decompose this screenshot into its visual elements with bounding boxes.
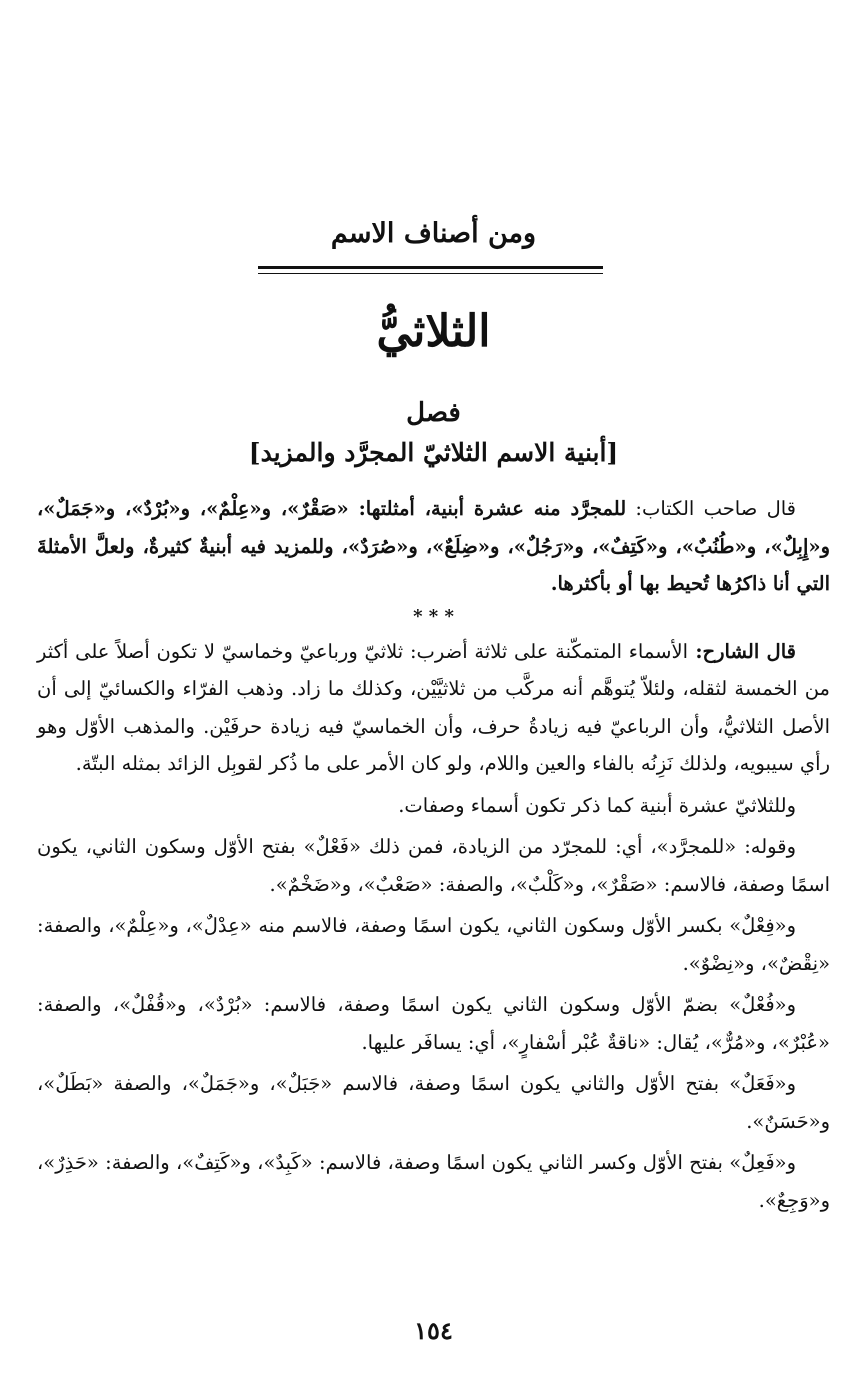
sharh-paragraph bbox=[37, 787, 830, 825]
sharh-text: الأسماء المتمكّنة على ثلاثة أضرب: ثلاثيّ ورباعيّ وخماسيّ لا تكون أصلاً على أكثر من الخمسة لثقله، ولئلاّ يُتوهَّم أنه مركَّب من ثلاثيَّيْن، وكذلك ما زاد. وذهب الفرّاء والكسائيّ إلى أن الأصل الثلاثيُّ، وأن الرباعيّ فيه زيادةُ حرف، وأن الخماسيّ فيه زيادة حرفَيْن. والمذهب الأوّل وهو رأي سيبويه، ولذلك نَزِنُه بالفاء والعين واللام، ولو كان الأمر على ما ذُكر لقوبِل الزائد بمثله البتّة. bbox=[37, 639, 830, 775]
title-rule-thick bbox=[258, 266, 603, 269]
page-number: ١٥٤ bbox=[414, 1316, 453, 1345]
matn-paragraph bbox=[37, 490, 830, 603]
matn-bold-text: للمجرَّد منه عشرة أبنية، أمثلتها: «صَقْرٌ»، و«عِلْمٌ»، و«بُرْدٌ»، و«جَمَلٌ»، و«إِبِلٌ»، و«طُنُبٌ»، و«كَتِفٌ»، و«رَجُلٌ»، و«ضِلَعٌ»، و«صُرَدٌ»، وللمزيد فيه أبنيةٌ كثيرةٌ، ولعلَّ الأمثلةَ التي أنا ذاكرُها تُحيط بها أو بأكثرها. bbox=[37, 497, 830, 595]
sharh-text: وقوله: «للمجرَّد»، أي: للمجرّد من الزيادة، فمن ذلك «فَعْلٌ» بفتح الأوّل وسكون الثاني، يكون اسمًا وصفة، فالاسم: «صَقْرٌ»، و«كَلْبٌ»، والصفة: «صَعْبٌ»، و«ضَخْمٌ». bbox=[37, 835, 830, 896]
sharh-text: و«فِعْلٌ» بكسر الأوّل وسكون الثاني، يكون اسمًا وصفة، فالاسم منه «عِدْلٌ»، و«عِلْمٌ»، والصفة: «نِقْضٌ»، و«نِضْوٌ». bbox=[37, 914, 830, 975]
chapter-label: فصل bbox=[406, 398, 461, 428]
matn-intro: قال صاحب الكتاب: bbox=[626, 497, 796, 520]
sharh-paragraph bbox=[37, 1144, 830, 1219]
sharh-text: وللثلاثيّ عشرة أبنية كما ذكر تكون أسماء وصفات. bbox=[398, 793, 796, 817]
section-separator: * * * bbox=[413, 605, 454, 627]
sharh-paragraph bbox=[37, 828, 830, 903]
sharh-lead: قال الشارح: bbox=[688, 639, 796, 663]
body-text bbox=[37, 490, 830, 1219]
sharh-text: و«فُعْلٌ» بضمّ الأوّل وسكون الثاني يكون اسمًا وصفة، فالاسم: «بُرْدٌ»، و«قُفْلٌ»، والصفة: «عُبْرٌ»، و«مُرٌّ»، يُقال: «ناقةٌ عُبْر أسْفارٍ»، أي: يسافَر عليها. bbox=[37, 993, 830, 1054]
chapter-subtitle: [أبنية الاسم الثلاثيّ المجرَّد والمزيد] bbox=[248, 438, 619, 467]
sharh-paragraph bbox=[37, 633, 830, 783]
sharh-paragraph bbox=[37, 986, 830, 1061]
title-rule-thin bbox=[258, 273, 603, 274]
sharh-paragraph bbox=[37, 907, 830, 982]
sharh-text: و«فَعِلٌ» بفتح الأوّل وكسر الثاني يكون اسمًا وصفة، فالاسم: «كَبِدٌ»، و«كَتِفٌ»، والصفة: «حَذِرٌ»، و«وَجِعٌ». bbox=[37, 1151, 830, 1212]
sharh-text: و«فَعَلٌ» بفتح الأوّل والثاني يكون اسمًا وصفة، فالاسم «جَبَلٌ»، و«جَمَلٌ»، والصفة «بَطَلٌ»، و«حَسَنٌ». bbox=[37, 1072, 830, 1133]
sharh-paragraph bbox=[37, 1065, 830, 1140]
main-title: الثلاثيُّ bbox=[376, 306, 491, 357]
section-title: ومن أصناف الاسم bbox=[330, 218, 537, 249]
